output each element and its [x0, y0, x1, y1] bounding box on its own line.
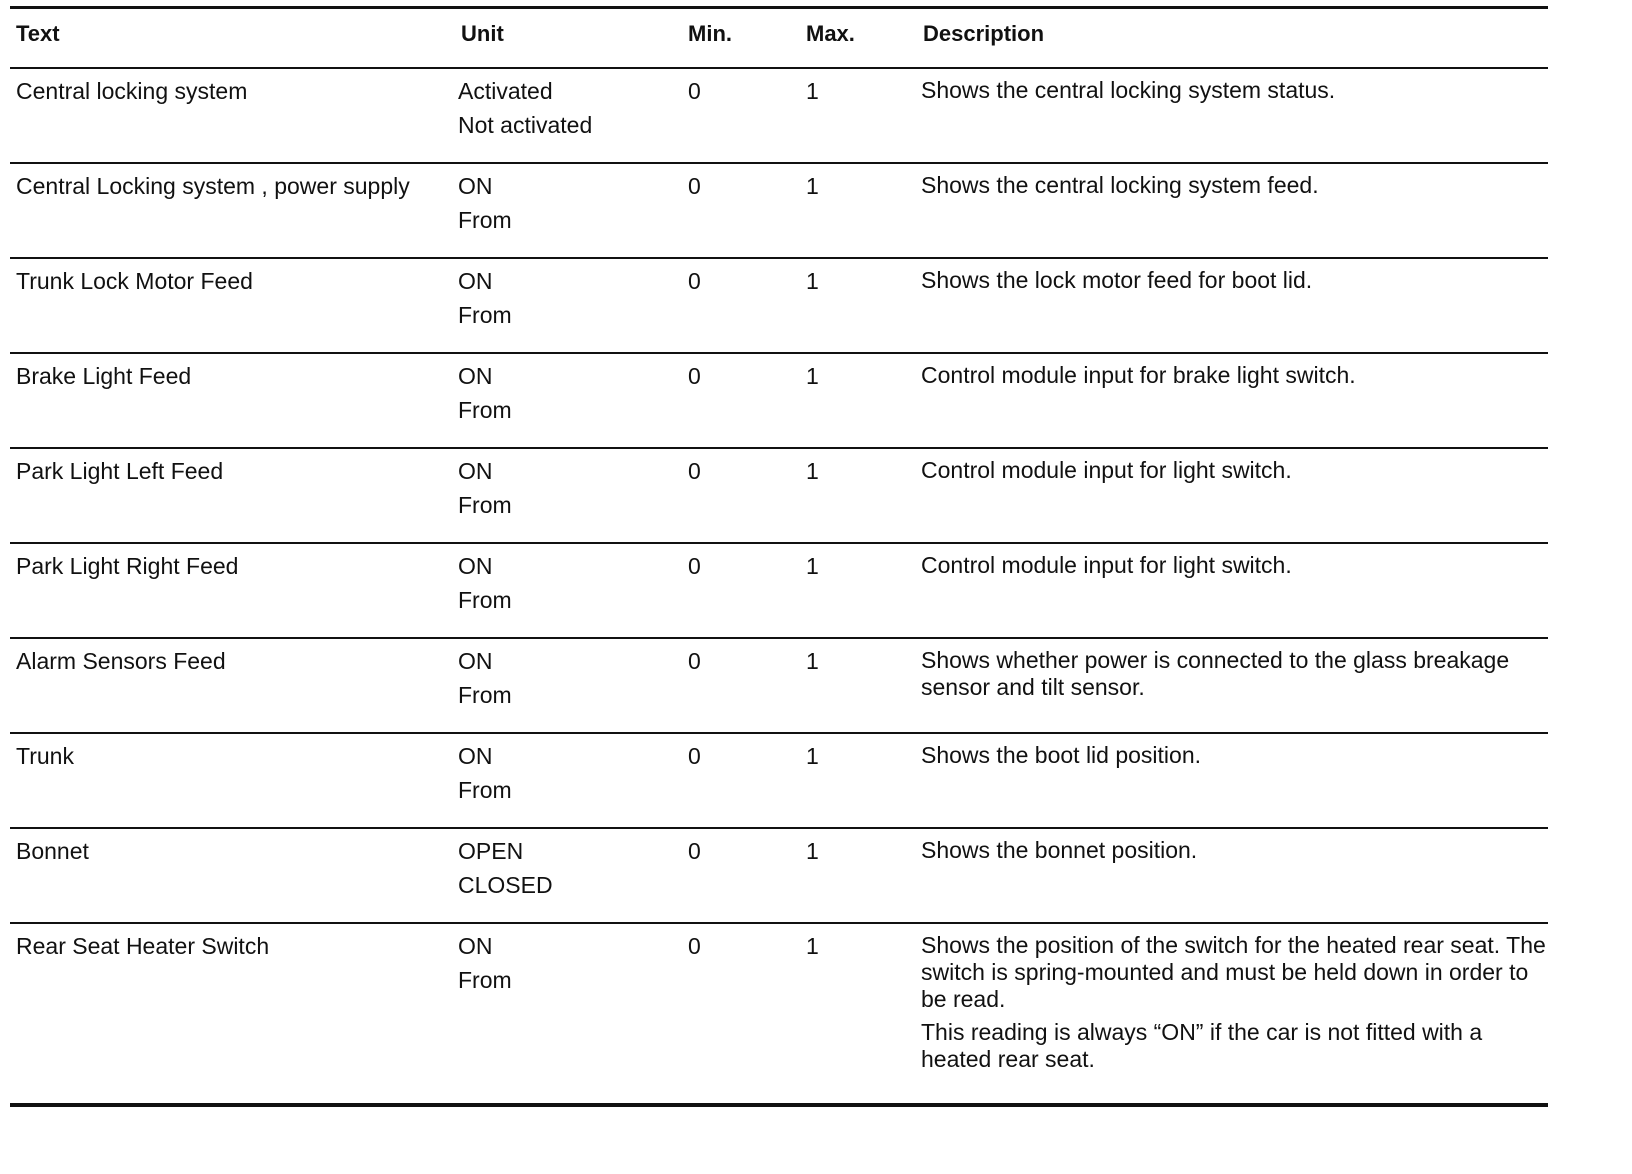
description-paragraph: Shows the boot lid position.	[921, 742, 1202, 768]
unit-value: ON	[458, 743, 493, 769]
table-bottom-rule	[10, 1103, 1548, 1107]
row-text-cell: Park Light Left Feed	[16, 458, 224, 484]
unit-value: ON	[458, 268, 493, 294]
row-min-cell: 0	[688, 363, 701, 389]
description-paragraph: Shows the bonnet position.	[921, 837, 1198, 863]
table-row	[10, 639, 1548, 732]
row-description-cell	[921, 742, 1551, 769]
row-unit-cell	[458, 834, 678, 902]
unit-value: ON	[458, 173, 493, 199]
row-min-cell: 0	[688, 838, 701, 864]
row-max-cell: 1	[806, 363, 819, 389]
row-min-cell: 0	[688, 458, 701, 484]
row-unit-cell	[458, 264, 678, 332]
table-row	[10, 924, 1548, 1103]
unit-value: CLOSED	[458, 872, 553, 898]
row-max-cell: 1	[806, 743, 819, 769]
table-header	[10, 9, 1548, 67]
unit-value: OPEN	[458, 838, 524, 864]
header-max: Max.	[806, 21, 855, 46]
table-row	[10, 449, 1548, 542]
unit-value: From	[458, 967, 512, 993]
row-description-cell	[921, 932, 1551, 1073]
table-row	[10, 734, 1548, 827]
table-row	[10, 69, 1548, 162]
description-paragraph: Shows the lock motor feed for boot lid.	[921, 267, 1313, 293]
description-paragraph: Shows the central locking system status.	[921, 77, 1336, 103]
row-text-cell: Park Light Right Feed	[16, 553, 239, 579]
unit-value: From	[458, 397, 512, 423]
row-text-cell: Alarm Sensors Feed	[16, 648, 226, 674]
unit-value: From	[458, 492, 512, 518]
row-max-cell: 1	[806, 173, 819, 199]
row-description-cell	[921, 362, 1551, 389]
unit-value: Activated	[458, 78, 553, 104]
row-max-cell: 1	[806, 78, 819, 104]
table-row	[10, 544, 1548, 637]
row-min-cell: 0	[688, 933, 701, 959]
row-description-cell	[921, 77, 1551, 104]
unit-value: ON	[458, 553, 493, 579]
unit-value: ON	[458, 648, 493, 674]
row-description-cell	[921, 172, 1551, 199]
unit-value: ON	[458, 458, 493, 484]
row-description-cell	[921, 837, 1551, 864]
row-max-cell: 1	[806, 553, 819, 579]
description-paragraph: Shows whether power is connected to the glass breakage sensor and tilt sensor.	[921, 647, 1510, 700]
parameter-table	[10, 0, 1632, 1107]
unit-value: From	[458, 207, 512, 233]
table-row	[10, 829, 1548, 922]
row-text-cell: Trunk Lock Motor Feed	[16, 268, 253, 294]
row-unit-cell	[458, 74, 678, 142]
header-min: Min.	[688, 21, 732, 46]
unit-value: From	[458, 302, 512, 328]
row-min-cell: 0	[688, 553, 701, 579]
row-unit-cell	[458, 644, 678, 712]
description-paragraph: Shows the central locking system feed.	[921, 172, 1319, 198]
unit-value: From	[458, 587, 512, 613]
table-body	[10, 67, 1632, 1103]
row-text-cell: Central locking system	[16, 78, 248, 104]
unit-value: Not activated	[458, 112, 593, 138]
row-text-cell: Bonnet	[16, 838, 89, 864]
row-unit-cell	[458, 739, 678, 807]
description-paragraph: Control module input for light switch.	[921, 552, 1292, 578]
header-unit: Unit	[461, 21, 504, 46]
row-min-cell: 0	[688, 173, 701, 199]
row-max-cell: 1	[806, 838, 819, 864]
unit-value: ON	[458, 933, 493, 959]
row-max-cell: 1	[806, 268, 819, 294]
row-text-cell: Central Locking system , power supply	[16, 173, 410, 199]
row-description-cell	[921, 552, 1551, 579]
description-paragraph: This reading is always “ON” if the car is not fitted with a heated rear seat.	[921, 1019, 1483, 1072]
row-text-cell: Trunk	[16, 743, 74, 769]
unit-value: From	[458, 682, 512, 708]
row-unit-cell	[458, 549, 678, 617]
header-description: Description	[923, 21, 1045, 46]
description-paragraph: Shows the position of the switch for the heated rear seat. The switch is spring-mounted and must be held down in order to be read.	[921, 932, 1546, 1012]
row-unit-cell	[458, 169, 678, 237]
row-description-cell	[921, 457, 1551, 484]
table-row	[10, 259, 1548, 352]
row-max-cell: 1	[806, 458, 819, 484]
row-min-cell: 0	[688, 743, 701, 769]
row-description-cell	[921, 647, 1551, 701]
row-description-cell	[921, 267, 1551, 294]
table-row	[10, 164, 1548, 257]
row-unit-cell	[458, 359, 678, 427]
table-row	[10, 354, 1548, 447]
row-unit-cell	[458, 929, 678, 997]
row-unit-cell	[458, 454, 678, 522]
unit-value: ON	[458, 363, 493, 389]
unit-value: From	[458, 777, 512, 803]
row-text-cell: Rear Seat Heater Switch	[16, 933, 270, 959]
description-paragraph: Control module input for brake light switch.	[921, 362, 1356, 388]
row-min-cell: 0	[688, 78, 701, 104]
row-max-cell: 1	[806, 648, 819, 674]
row-text-cell: Brake Light Feed	[16, 363, 192, 389]
row-max-cell: 1	[806, 933, 819, 959]
row-min-cell: 0	[688, 268, 701, 294]
header-text: Text	[16, 21, 60, 46]
row-min-cell: 0	[688, 648, 701, 674]
description-paragraph: Control module input for light switch.	[921, 457, 1292, 483]
